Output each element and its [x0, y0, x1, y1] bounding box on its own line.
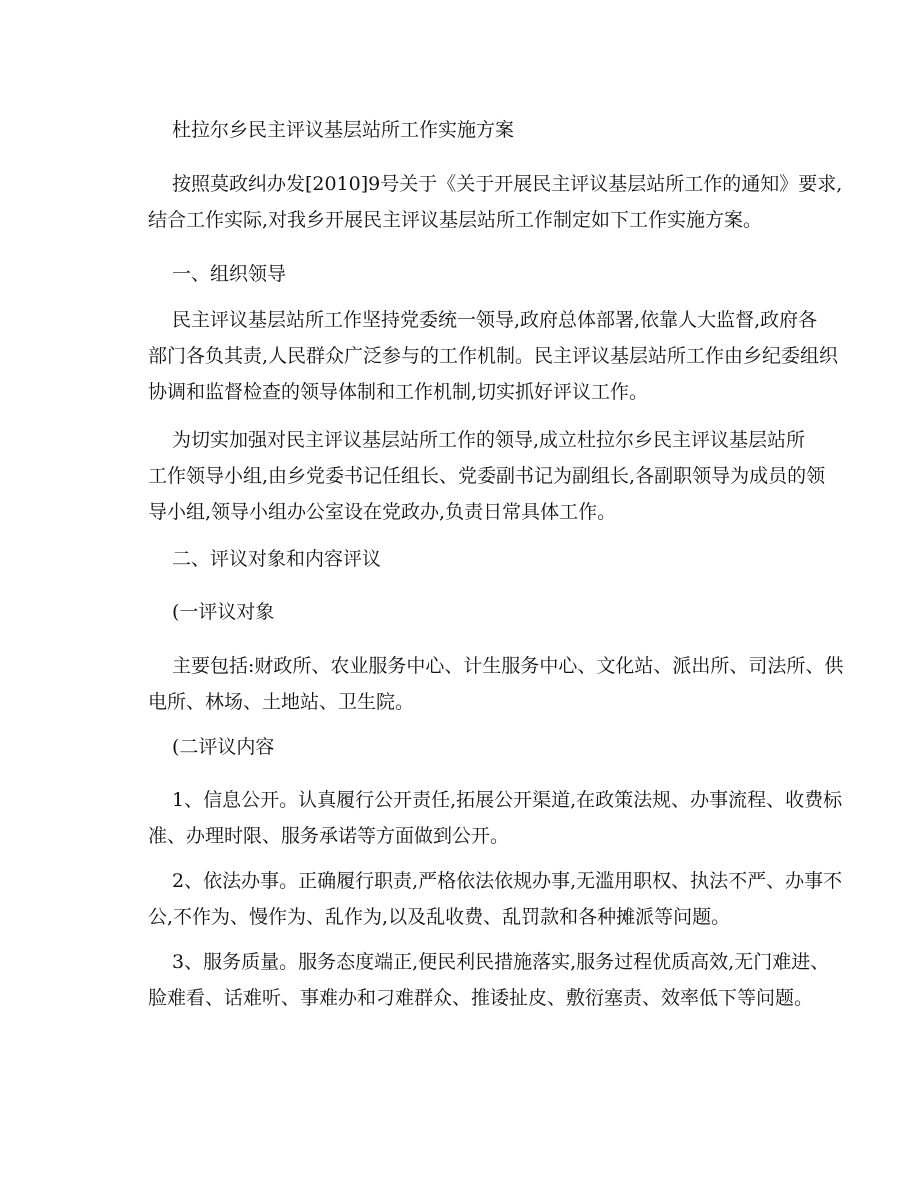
- section-1-p1-line-2: 部门各负其责,人民群众广泛参与的工作机制。民主评议基层站所工作由乡纪委组织: [148, 345, 839, 367]
- subsection-1-heading-text: (一评议对象: [172, 601, 275, 623]
- section-1-p2-line-2: 工作领导小组,由乡党委书记任组长、党委副书记为副组长,各副职领导为成员的领: [148, 465, 826, 487]
- section-1-p2-line-1: 为切实加强对民主评议基层站所工作的领导,成立杜拉尔乡民主评议基层站所: [172, 429, 806, 451]
- section-1-paragraph-1: [148, 302, 839, 410]
- subsection-1-line-2: 电所、林场、土地站、卫生院。: [148, 691, 415, 713]
- content-item-1-line-2: 准、办理时限、服务承诺等方面做到公开。: [148, 825, 510, 847]
- content-item-2-line-2: 公,不作为、慢作为、乱作为,以及乱收费、乱罚款和各种摊派等问题。: [148, 906, 731, 928]
- subsection-1-line-1: 主要包括:财政所、农业服务中心、计生服务中心、文化站、派出所、司法所、供: [172, 655, 844, 677]
- content-item-1: [148, 782, 843, 854]
- section-2-heading: [172, 541, 792, 577]
- content-item-3-line-1: 3、服务质量。服务态度端正,便民利民措施落实,服务过程优质高效,无门难进、: [172, 951, 830, 973]
- intro-paragraph: [148, 166, 843, 238]
- subsection-1-heading: [172, 594, 792, 630]
- section-1-p1-line-3: 协调和监督检查的领导体制和工作机制,切实抓好评议工作。: [148, 381, 649, 403]
- content-item-1-line-1: 1、信息公开。认真履行公开责任,拓展公开渠道,在政策法规、办事流程、收费标: [172, 789, 843, 811]
- section-1-p1-line-1: 民主评议基层站所工作坚持党委统一领导,政府总体部署,依靠人大监督,政府各: [172, 309, 818, 331]
- section-1-heading: [172, 256, 792, 292]
- section-1-p2-line-3: 导小组,领导小组办公室设在党政办,负责日常具体工作。: [148, 501, 617, 523]
- subsection-2-heading: [172, 729, 792, 765]
- content-item-3-line-2: 脸难看、话难听、事难办和刁难群众、推诿扯皮、敷衍塞责、效率低下等问题。: [148, 987, 814, 1009]
- subsection-2-heading-text: (二评议内容: [172, 736, 275, 758]
- content-item-2-line-1: 2、依法办事。正确履行职责,严格依法依规办事,无滥用职权、执法不严、办事不: [172, 870, 843, 892]
- intro-line-2: 结合工作实际,对我乡开展民主评议基层站所工作制定如下工作实施方案。: [148, 209, 763, 231]
- section-1-heading-text: 一、组织领导: [172, 263, 287, 285]
- document-title: [172, 112, 792, 148]
- title-text: 杜拉尔乡民主评议基层站所工作实施方案: [172, 119, 515, 141]
- intro-line-1: 按照莫政纠办发[2010]9号关于《关于开展民主评议基层站所工作的通知》要求,: [172, 173, 843, 195]
- subsection-1-paragraph: [148, 648, 844, 720]
- section-2-heading-text: 二、评议对象和内容评议: [172, 548, 382, 570]
- section-1-paragraph-2: [148, 422, 826, 530]
- content-item-2: [148, 863, 843, 935]
- content-item-3: [148, 944, 830, 1016]
